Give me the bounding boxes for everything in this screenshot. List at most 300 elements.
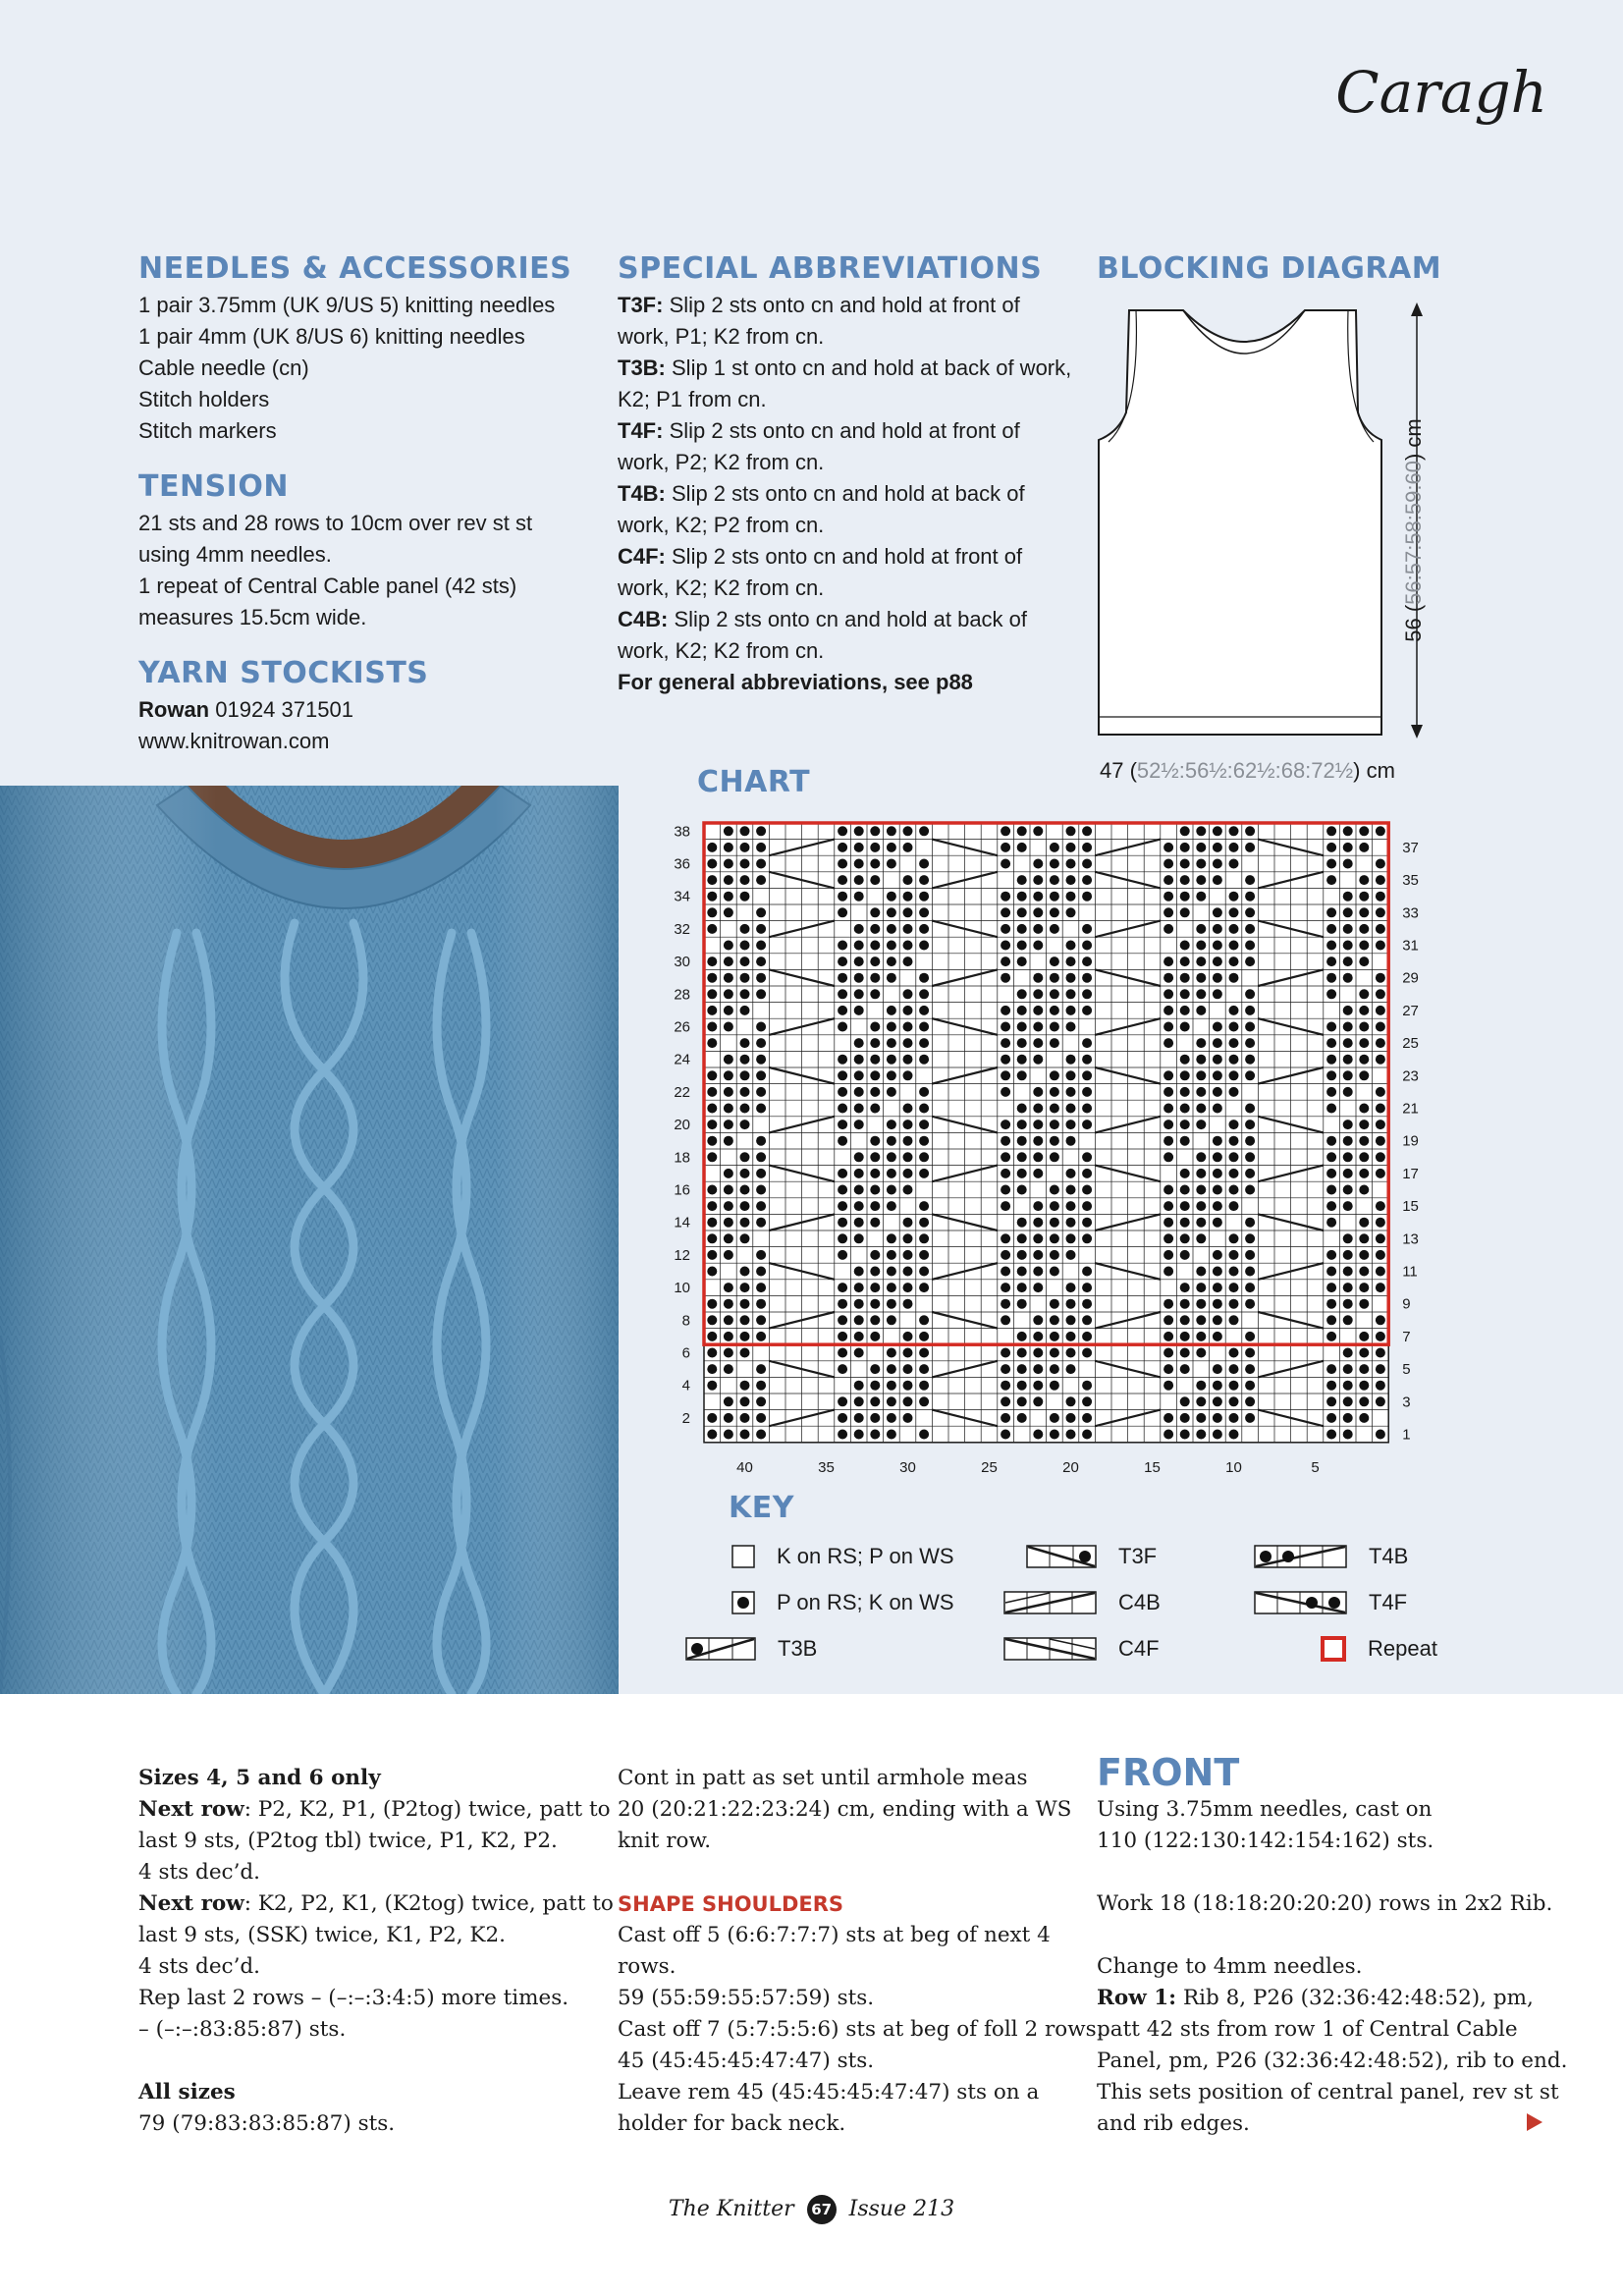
purl-stitch (1213, 1267, 1222, 1277)
purl-stitch (1229, 1283, 1239, 1292)
purl-stitch (1082, 1233, 1092, 1243)
purl-stitch (1229, 1152, 1239, 1162)
instruction-text: Rib 8, P26 (32:36:42:48:52), pm, (1176, 1986, 1534, 2010)
key-label: T4B (1369, 1544, 1409, 1568)
purl-stitch (1017, 1299, 1027, 1309)
purl-stitch (1359, 1038, 1369, 1048)
purl-stitch (1033, 892, 1043, 902)
purl-stitch (740, 1087, 750, 1097)
purl-stitch (1163, 1364, 1173, 1374)
purl-stitch (903, 1136, 913, 1146)
purl-stitch (887, 859, 896, 869)
purl-stitch (1180, 1348, 1190, 1358)
purl-stitch (1001, 1006, 1010, 1015)
purl-stitch (838, 957, 847, 966)
purl-stitch (1343, 1430, 1353, 1440)
purl-stitch (1326, 957, 1336, 966)
purl-stitch (1359, 1152, 1369, 1162)
purl-stitch (1066, 989, 1076, 999)
purl-stitch (1343, 1006, 1353, 1015)
purl-stitch (838, 1283, 847, 1292)
purl-stitch (1213, 989, 1222, 999)
purl-stitch (724, 989, 733, 999)
purl-stitch (887, 1348, 896, 1358)
key-label: T4F (1369, 1590, 1408, 1614)
purl-stitch (1196, 1218, 1206, 1228)
purl-stitch (1326, 875, 1336, 885)
purl-stitch (1359, 1006, 1369, 1015)
purl-stitch (1196, 1070, 1206, 1080)
purl-stitch (1066, 1430, 1076, 1440)
purl-stitch (903, 1364, 913, 1374)
purl-stitch (870, 826, 880, 836)
purl-stitch (740, 1152, 750, 1162)
purl-stitch (1050, 1185, 1059, 1195)
purl-stitch (1359, 1250, 1369, 1260)
purl-stitch (1196, 1169, 1206, 1178)
purl-stitch (1082, 1201, 1092, 1211)
purl-stitch (919, 1233, 929, 1243)
purl-stitch (1213, 1283, 1222, 1292)
purl-stitch (1180, 973, 1190, 983)
purl-stitch (1343, 957, 1353, 966)
purl-stitch (903, 1283, 913, 1292)
purl-stitch (1180, 957, 1190, 966)
tension-line: 21 sts and 28 rows to 10cm over rev st st (138, 511, 533, 535)
stitch-label: 40 (736, 1458, 753, 1476)
purl-stitch (740, 1332, 750, 1341)
purl-stitch (838, 907, 847, 917)
purl-stitch (1163, 1250, 1173, 1260)
purl-stitch (1001, 1169, 1010, 1178)
purl-stitch (1033, 973, 1043, 983)
front-heading: FRONT (1097, 1751, 1240, 1794)
purl-stitch (1050, 1152, 1059, 1162)
purl-stitch (1082, 1430, 1092, 1440)
purl-stitch (838, 1120, 847, 1129)
row-label-right: 25 (1402, 1035, 1419, 1053)
row-label-right: 11 (1402, 1263, 1418, 1281)
purl-stitch (1082, 1396, 1092, 1406)
purl-stitch (1050, 859, 1059, 869)
abbreviation-code: T4B: (618, 481, 666, 506)
purl-stitch (870, 1087, 880, 1097)
purl-stitch (838, 1218, 847, 1228)
purl-stitch (838, 989, 847, 999)
purl-stitch (1082, 1218, 1092, 1228)
purl-stitch (1359, 924, 1369, 934)
purl-stitch (838, 1006, 847, 1015)
purl-stitch (1245, 1169, 1255, 1178)
purl-stitch (1326, 1070, 1336, 1080)
magazine-name: The Knitter (668, 2197, 794, 2221)
sizes-heading: Sizes 4, 5 and 6 only (138, 1766, 381, 1790)
purl-stitch (854, 1233, 864, 1243)
purl-stitch (1245, 1299, 1255, 1309)
row-label-right: 7 (1402, 1328, 1411, 1345)
purl-stitch (919, 1250, 929, 1260)
purl-stitch (740, 859, 750, 869)
pattern-title: Caragh (1335, 59, 1547, 126)
purl-stitch (1082, 1299, 1092, 1309)
purl-stitch (1033, 1120, 1043, 1129)
purl-stitch (756, 826, 766, 836)
purl-stitch (903, 1120, 913, 1129)
purl-stitch (1082, 1169, 1092, 1178)
purl-stitch (1376, 1169, 1385, 1178)
purl-stitch (854, 1006, 864, 1015)
instructions-col-1 (138, 1763, 614, 2140)
purl-stitch (1196, 1348, 1206, 1358)
purl-stitch (1359, 843, 1369, 852)
abbreviation-text: work, K2; K2 from cn. (618, 638, 825, 663)
purl-stitch (870, 924, 880, 934)
purl-stitch (1066, 973, 1076, 983)
purl-stitch (724, 1055, 733, 1065)
purl-stitch (1326, 1218, 1336, 1228)
purl-stitch (1163, 1022, 1173, 1032)
row-label-right: 21 (1402, 1100, 1419, 1118)
purl-stitch (1376, 1136, 1385, 1146)
purl-stitch (1196, 1413, 1206, 1423)
purl-stitch (1180, 1413, 1190, 1423)
purl-stitch (1017, 1283, 1027, 1292)
purl-stitch (1229, 1169, 1239, 1178)
purl-stitch (1213, 1218, 1222, 1228)
purl-stitch (724, 973, 733, 983)
row-label-left: 22 (674, 1083, 690, 1101)
stitch-label: 25 (981, 1458, 998, 1476)
purl-stitch (1033, 1169, 1043, 1178)
purl-stitch (1017, 1381, 1027, 1391)
purl-stitch (1229, 1250, 1239, 1260)
purl-stitch (1359, 875, 1369, 885)
purl-stitch (1196, 1381, 1206, 1391)
purl-stitch (1180, 875, 1190, 885)
purl-stitch (1082, 1152, 1092, 1162)
purl-stitch (1245, 1006, 1255, 1015)
purl-stitch (1163, 1299, 1173, 1309)
purl-stitch (756, 1087, 766, 1097)
purl-stitch (1196, 1055, 1206, 1065)
purl-stitch (887, 1381, 896, 1391)
purl-stitch (1326, 907, 1336, 917)
purl-stitch (1050, 1006, 1059, 1015)
purl-stitch (1245, 924, 1255, 934)
purl-stitch (1213, 1250, 1222, 1260)
purl-stitch (756, 1201, 766, 1211)
purl-stitch (919, 941, 929, 951)
stockist-url[interactable]: www.knitrowan.com (138, 729, 330, 753)
purl-stitch (1180, 1250, 1190, 1260)
purl-stitch (1376, 1430, 1385, 1440)
purl-stitch (1001, 1396, 1010, 1406)
purl-stitch (1229, 859, 1239, 869)
purl-stitch (1017, 1104, 1027, 1114)
purl-stitch (756, 1267, 766, 1277)
purl-stitch (740, 989, 750, 999)
purl-stitch (1229, 1201, 1239, 1211)
purl-stitch (1359, 1120, 1369, 1129)
purl-stitch (1326, 1267, 1336, 1277)
t3b-symbol-icon (685, 1637, 756, 1661)
key-label: T3F (1118, 1544, 1158, 1568)
purl-stitch (1001, 1299, 1010, 1309)
purl-stitch (854, 957, 864, 966)
purl-stitch (887, 826, 896, 836)
purl-stitch (1050, 1233, 1059, 1243)
abbreviations-heading: SPECIAL ABBREVIATIONS (618, 251, 1043, 286)
purl-stitch (1017, 1185, 1027, 1195)
purl-stitch (1050, 1413, 1059, 1423)
purl-stitch (724, 957, 733, 966)
purl-stitch (724, 1348, 733, 1358)
purl-stitch (919, 1104, 929, 1114)
height-main: 56 ( (1401, 604, 1426, 642)
stitch-label: 20 (1062, 1458, 1079, 1476)
row-label-left: 4 (681, 1377, 690, 1394)
purl-stitch (903, 892, 913, 902)
purl-stitch (1326, 924, 1336, 934)
purl-stitch (1343, 1250, 1353, 1260)
row-label-left: 26 (674, 1018, 690, 1036)
needles-heading: NEEDLES & ACCESSORIES (138, 251, 572, 286)
row-label-right: 13 (1402, 1230, 1419, 1248)
purl-stitch (1196, 1006, 1206, 1015)
purl-stitch (838, 941, 847, 951)
row-label-right: 5 (1402, 1361, 1411, 1379)
purl-stitch (870, 1104, 880, 1114)
purl-stitch (1245, 989, 1255, 999)
purl-stitch (1229, 1022, 1239, 1032)
purl-stitch (707, 1136, 717, 1146)
purl-stitch (724, 892, 733, 902)
purl-stitch (1245, 1233, 1255, 1243)
purl-stitch (1229, 1087, 1239, 1097)
purl-stitch (1213, 1332, 1222, 1341)
purl-stitch (740, 1430, 750, 1440)
purl-stitch (1033, 1006, 1043, 1015)
purl-stitch (707, 1267, 717, 1277)
row-label-right: 31 (1402, 937, 1419, 955)
purl-stitch (838, 1070, 847, 1080)
row-label-left: 18 (674, 1149, 690, 1167)
purl-stitch (756, 1315, 766, 1325)
purl-stitch (1017, 843, 1027, 852)
purl-stitch (903, 924, 913, 934)
purl-stitch (887, 1315, 896, 1325)
row-label-right: 17 (1402, 1165, 1419, 1182)
purl-stitch (870, 941, 880, 951)
purl-stitch (1066, 892, 1076, 902)
width-unit: ) cm (1353, 758, 1395, 783)
purl-stitch (756, 1136, 766, 1146)
purl-stitch (1082, 1267, 1092, 1277)
purl-stitch (1082, 875, 1092, 885)
purl-stitch (1050, 1315, 1059, 1325)
purl-stitch (854, 1087, 864, 1097)
purl-stitch (1050, 892, 1059, 902)
purl-stitch (1326, 1396, 1336, 1406)
blocking-height-label (1401, 418, 1427, 642)
purl-stitch (1376, 1233, 1385, 1243)
key-t3f (1026, 1544, 1157, 1569)
purl-stitch (707, 875, 717, 885)
stockist-brand: Rowan (138, 697, 210, 722)
purl-stitch (1359, 1396, 1369, 1406)
purl-stitch (707, 989, 717, 999)
instruction-line: and rib edges. (1097, 2111, 1250, 2136)
row-label-left: 2 (681, 1409, 690, 1427)
instruction-text: : P2, K2, P1, (P2tog) twice, patt to (243, 1797, 611, 1822)
purl-stitch (1213, 826, 1222, 836)
purl-stitch (1082, 892, 1092, 902)
purl-stitch (854, 1332, 864, 1341)
purl-stitch (1050, 1218, 1059, 1228)
tension-section (138, 468, 600, 633)
purl-stitch (1343, 1120, 1353, 1129)
purl-stitch (1326, 1087, 1336, 1097)
stitch-label: 35 (818, 1458, 835, 1476)
purl-stitch (1213, 1070, 1222, 1080)
row-label-right: 35 (1402, 872, 1419, 890)
purl-stitch (903, 989, 913, 999)
purl-stitch (1213, 1201, 1222, 1211)
instruction-line: Cast off 7 (5:7:5:5:6) sts at beg of foll 2 rows. (618, 2017, 1104, 2042)
purl-stitch (1066, 1185, 1076, 1195)
purl-stitch (838, 1185, 847, 1195)
purl-stitch (1229, 1233, 1239, 1243)
purl-stitch (1033, 1348, 1043, 1358)
tension-line: measures 15.5cm wide. (138, 605, 367, 629)
instruction-line (138, 1888, 614, 1920)
purl-stitch (1001, 1315, 1010, 1325)
purl-stitch (887, 1396, 896, 1406)
purl-stitch (1359, 941, 1369, 951)
purl-stitch (1033, 1267, 1043, 1277)
abbreviation-text: Slip 1 st onto cn and hold at back of work, (665, 355, 1072, 380)
purl-stitch (724, 1364, 733, 1374)
row-label-left: 20 (674, 1117, 690, 1134)
purl-stitch (1326, 1022, 1336, 1032)
purl-stitch (1245, 1022, 1255, 1032)
purl-stitch (1359, 1169, 1369, 1178)
purl-stitch (756, 1038, 766, 1048)
purl-stitch (724, 1218, 733, 1228)
purl-stitch (1180, 989, 1190, 999)
purl-stitch (756, 859, 766, 869)
key-t3b (685, 1636, 817, 1662)
key-label: T3B (778, 1636, 818, 1661)
purl-stitch (903, 843, 913, 852)
purl-stitch (1343, 1315, 1353, 1325)
purl-stitch (1376, 1396, 1385, 1406)
purl-stitch (887, 1201, 896, 1211)
purl-stitch (707, 1348, 717, 1358)
purl-stitch (887, 1267, 896, 1277)
purl-stitch (756, 1364, 766, 1374)
purl-stitch (740, 957, 750, 966)
purl-stitch (724, 1070, 733, 1080)
purl-stitch (707, 1250, 717, 1260)
purl-stitch (870, 1070, 880, 1080)
purl-stitch (1343, 1087, 1353, 1097)
purl-stitch (1213, 1087, 1222, 1097)
stitch-label: 10 (1225, 1458, 1242, 1476)
purl-stitch (1359, 1364, 1369, 1374)
purl-stitch (1017, 1022, 1027, 1032)
purl-stitch (1359, 1022, 1369, 1032)
purl-stitch (1082, 1038, 1092, 1048)
purl-stitch (1343, 843, 1353, 852)
row-label-left: 8 (681, 1312, 690, 1330)
key-section (729, 1490, 794, 1529)
purl-stitch (1017, 989, 1027, 999)
purl-stitch (854, 843, 864, 852)
purl-stitch (1001, 957, 1010, 966)
purl-stitch (1066, 1169, 1076, 1178)
purl-stitch (1213, 1152, 1222, 1162)
purl-stitch (724, 1299, 733, 1309)
purl-stitch (707, 957, 717, 966)
purl-stitch (887, 1136, 896, 1146)
purl-stitch (870, 1413, 880, 1423)
c4f-symbol-icon (1003, 1637, 1097, 1661)
purl-stitch (1163, 859, 1173, 869)
purl-stitch (756, 1396, 766, 1406)
purl-stitch (1033, 1364, 1043, 1374)
purl-stitch (740, 843, 750, 852)
purl-stitch (1017, 1218, 1027, 1228)
row-label-right: 9 (1402, 1295, 1411, 1313)
purl-stitch (1343, 907, 1353, 917)
purl-stitch (1245, 1104, 1255, 1114)
purl-stitch (1066, 1201, 1076, 1211)
purl-stitch (1066, 826, 1076, 836)
purl-stitch (838, 1022, 847, 1032)
needles-line: Cable needle (cn) (138, 355, 309, 380)
purl-stitch (1343, 1233, 1353, 1243)
purl-stitch (1066, 941, 1076, 951)
purl-stitch (1326, 1185, 1336, 1195)
purl-stitch (1229, 843, 1239, 852)
purl-stitch (1001, 1430, 1010, 1440)
purl-stitch (1343, 941, 1353, 951)
purl-stitch (1017, 957, 1027, 966)
purl-stitch (838, 843, 847, 852)
purl-stitch (1376, 1315, 1385, 1325)
purl-stitch (919, 1022, 929, 1032)
purl-stitch (1082, 1185, 1092, 1195)
purl-stitch (1196, 941, 1206, 951)
purl-stitch (919, 1152, 929, 1162)
purl-stitch (1066, 1348, 1076, 1358)
purl-stitch (1033, 1201, 1043, 1211)
stockist-phone: 01924 371501 (209, 697, 353, 722)
repeat-box-icon (1321, 1636, 1346, 1662)
purl-stitch (887, 1250, 896, 1260)
purl-stitch (1376, 973, 1385, 983)
row-label-left: 12 (674, 1246, 690, 1264)
purl-stitch (1180, 907, 1190, 917)
purl-stitch (1163, 1201, 1173, 1211)
purl-stitch (1066, 1120, 1076, 1129)
purl-stitch (1001, 941, 1010, 951)
purl-stitch (707, 1315, 717, 1325)
purl-stitch (1343, 1413, 1353, 1423)
purl-stitch (870, 1381, 880, 1391)
purl-stitch (870, 843, 880, 852)
